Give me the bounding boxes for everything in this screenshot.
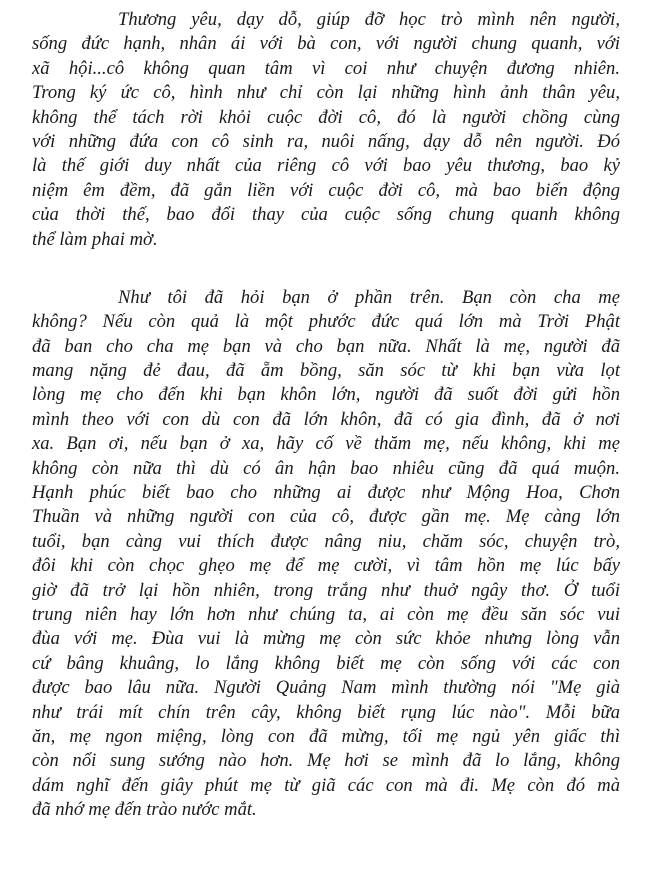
text-line: thể làm phai mờ. bbox=[32, 228, 158, 250]
text-line: là thế giới duy nhất của riêng cô với bao yêu thương, bao kỷ bbox=[32, 155, 620, 177]
text-line: sống đức hạnh, nhân ái với bà con, với người chung quanh, với bbox=[32, 33, 620, 55]
text-line: lòng mẹ cho đến khi bạn khôn lớn, người đã suốt đời gửi hồn bbox=[32, 384, 620, 406]
text-line: Thuần và những người con của cô, được gần mẹ. Mẹ càng lớn bbox=[32, 506, 620, 528]
text-line: được bao lâu nữa. Người Quảng Nam mình thường nói "Mẹ già bbox=[32, 677, 620, 699]
text-line: Như tôi đã hỏi bạn ở phần trên. Bạn còn cha mẹ bbox=[118, 286, 620, 308]
text-line: mình theo với con dù con đã lớn khôn, đã có gia đình, đã ở nơi bbox=[32, 408, 620, 430]
text-line: Trong ký ức cô, hình như chỉ còn lại những hình ảnh thân yêu, bbox=[32, 82, 620, 104]
text-line: xa. Bạn ơi, nếu bạn ở xa, hãy cố về thăm mẹ, nếu không, khi mẹ bbox=[32, 433, 620, 455]
text-line: không? Nếu còn quả là một phước đức quá lớn mà Trời Phật bbox=[32, 311, 620, 333]
document-page bbox=[32, 8, 620, 823]
text-line: mang nặng đẻ đau, đã ẵm bồng, săn sóc từ khi bạn vừa lọt bbox=[32, 360, 620, 382]
text-line: đã ban cho cha mẹ bạn và cho bạn nữa. Nhất là mẹ, người đã bbox=[32, 335, 620, 357]
text-line: như trái mít chín trên cây, không biết rụng lúc nào". Mỗi bữa bbox=[32, 701, 620, 723]
text-line: cứ bâng khuâng, lo lắng không biết mẹ còn sống với các con bbox=[32, 652, 620, 674]
text-line: đùa với mẹ. Đùa vui là mừng mẹ còn sức khỏe nhưng lòng vẫn bbox=[32, 628, 620, 650]
paragraph-2 bbox=[32, 286, 620, 823]
text-line: không thể tách rời khỏi cuộc đời cô, đó là người chồng cùng bbox=[32, 106, 620, 128]
text-line: đã nhớ mẹ đến trào nước mắt. bbox=[32, 799, 257, 821]
text-line: với những đứa con cô sinh ra, nuôi nấng, dạy dỗ nên người. Đó bbox=[32, 130, 620, 152]
text-line: không còn nữa thì dù có ân hận bao nhiêu cũng đã quá muộn. bbox=[32, 457, 620, 479]
text-line: còn nổi sung sướng nào hơn. Mẹ hơi se mình đã lo lắng, không bbox=[32, 750, 620, 772]
text-line: trung niên hay lớn hơn như chúng ta, ai còn mẹ đều săn sóc vui bbox=[32, 603, 620, 625]
text-line: xã hội...cô không quan tâm vì coi như chuyện đương nhiên. bbox=[32, 57, 620, 79]
text-line: tuổi, bạn càng vui thích được nâng niu, chăm sóc, chuyện trò, bbox=[32, 530, 620, 552]
text-line: của thời thế, bao đổi thay của cuộc sống chung quanh không bbox=[32, 204, 620, 226]
paragraph-gap bbox=[32, 252, 620, 286]
paragraph-1 bbox=[32, 8, 620, 252]
text-line: giờ đã trở lại hồn nhiên, trong trắng như thuở ngây thơ. Ở tuổi bbox=[32, 579, 620, 601]
text-line: Hạnh phúc biết bao cho những ai được như Mộng Hoa, Chơn bbox=[32, 482, 620, 504]
text-line: ăn, mẹ ngon miệng, lòng con đã mừng, tối mẹ ngủ yên giấc thì bbox=[32, 725, 620, 747]
text-line: dám nghĩ đến giây phút mẹ từ giã các con mà đi. Mẹ còn đó mà bbox=[32, 774, 620, 796]
text-line: Thương yêu, dạy dỗ, giúp đỡ học trò mình nên người, bbox=[118, 9, 620, 30]
text-line: niệm êm đềm, đã gắn liền với cuộc đời cô, mà bao biến động bbox=[32, 179, 620, 201]
text-line: đôi khi còn chọc ghẹo mẹ để mẹ cười, vì tâm hồn mẹ lúc bấy bbox=[32, 555, 620, 577]
